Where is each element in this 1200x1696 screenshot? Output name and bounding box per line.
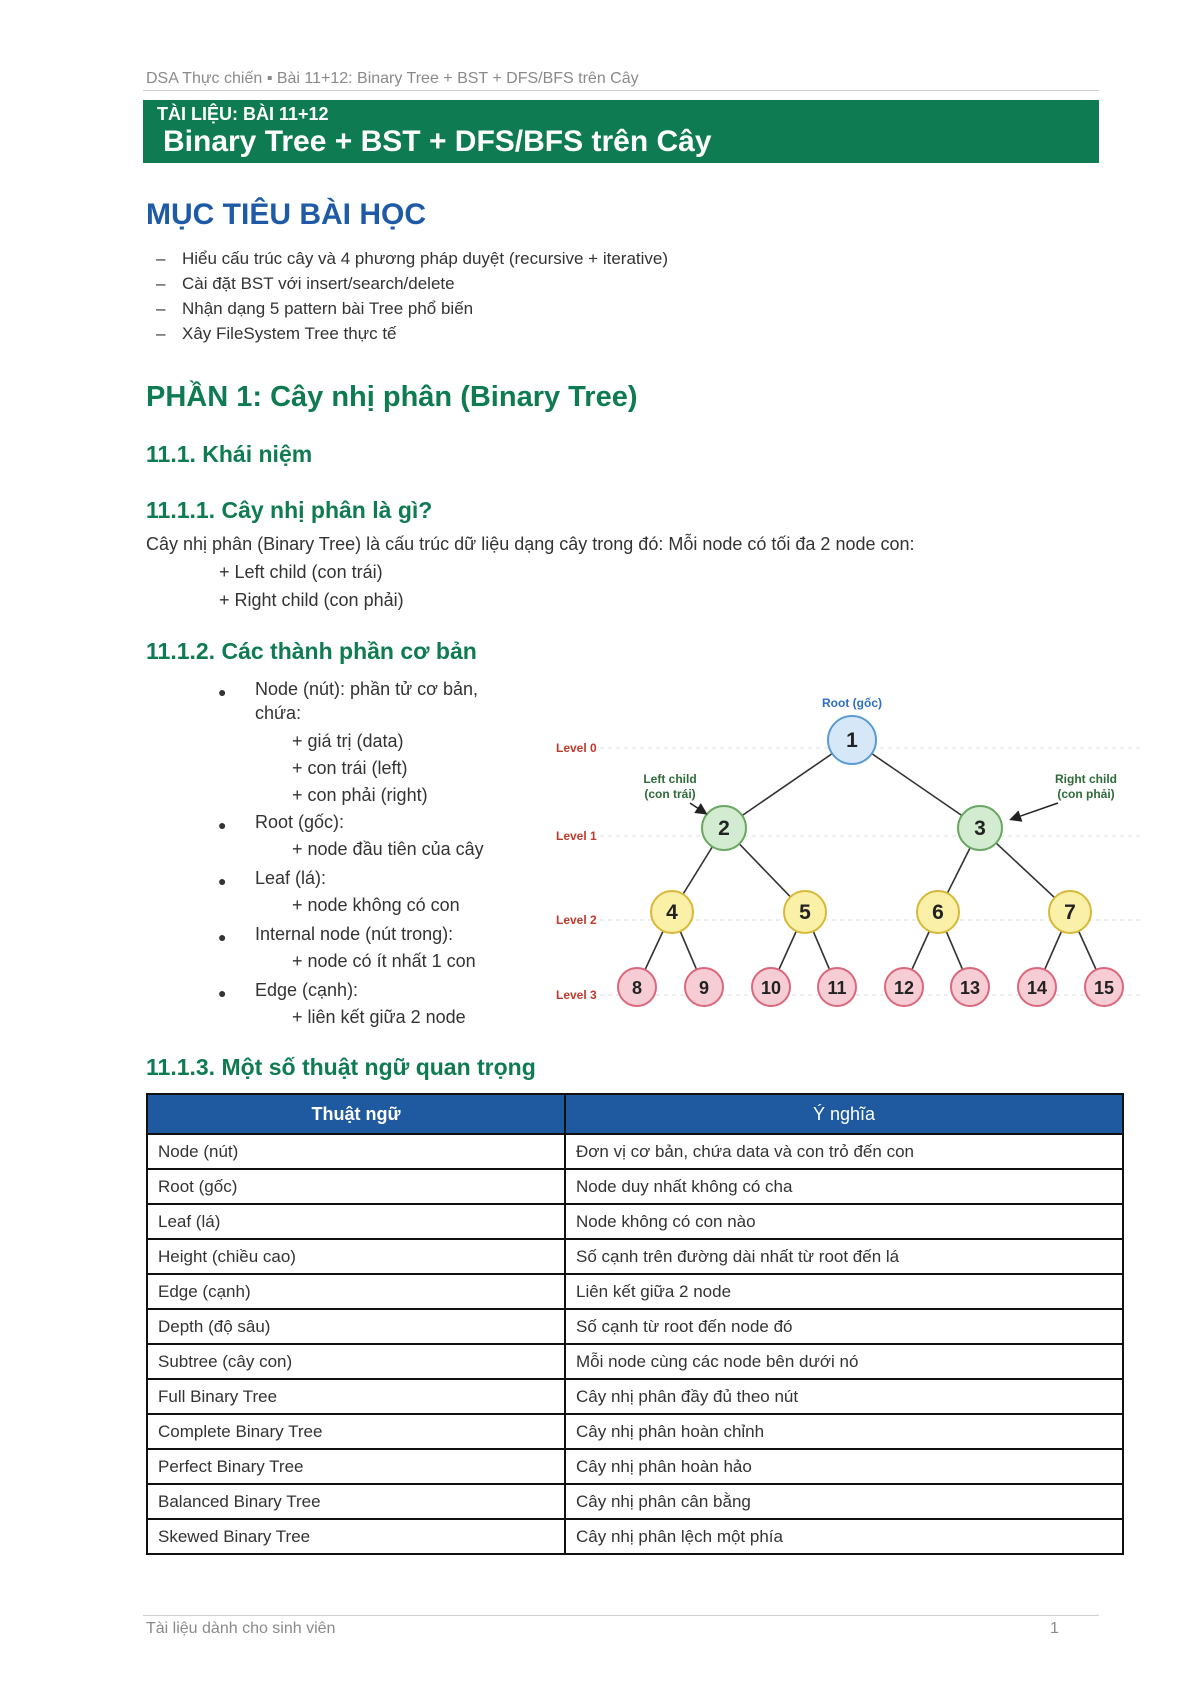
definition-paragraph: Cây nhị phân (Binary Tree) là cấu trúc dữ liệu dạng cây trong đó: Mỗi node có tối đa 2 node con: bbox=[146, 534, 915, 554]
dash: – bbox=[156, 324, 166, 343]
dash: – bbox=[156, 274, 166, 293]
tree-node-value: 3 bbox=[974, 817, 986, 840]
table-row bbox=[147, 1484, 1123, 1519]
tree-node-value: 4 bbox=[666, 901, 678, 924]
component-sub: + giá trị (data) bbox=[292, 731, 404, 751]
title-banner bbox=[143, 100, 1099, 163]
table-row bbox=[147, 1379, 1123, 1414]
dash: – bbox=[156, 299, 166, 318]
meaning-cell: Cây nhị phân đầy đủ theo nút bbox=[565, 1379, 1123, 1414]
component-node: Node (nút): phần tử cơ bản, bbox=[255, 679, 478, 699]
table-row bbox=[147, 1204, 1123, 1239]
objective-text: Hiểu cấu trúc cây và 4 phương pháp duyệt (recursive + iterative) bbox=[182, 249, 669, 268]
section-heading-components: 11.1.2. Các thành phần cơ bản bbox=[146, 638, 477, 664]
term-cell: Perfect Binary Tree bbox=[147, 1449, 565, 1484]
header-divider bbox=[143, 90, 1099, 91]
tree-node-value: 2 bbox=[718, 817, 730, 840]
right-child-label: Right child bbox=[1055, 772, 1117, 786]
left-child-label: Left child bbox=[643, 772, 697, 786]
section-heading-terms: 11.1.3. Một số thuật ngữ quan trọng bbox=[146, 1054, 536, 1080]
level-label: Level 3 bbox=[556, 988, 597, 1002]
banner-title: Binary Tree + BST + DFS/BFS trên Cây bbox=[163, 125, 712, 158]
term-cell: Root (gốc) bbox=[147, 1169, 565, 1204]
term-cell: Node (nút) bbox=[147, 1134, 565, 1169]
binary-tree-diagram bbox=[540, 695, 1140, 1030]
tree-node-value: 6 bbox=[932, 901, 944, 924]
tree-node-value: 15 bbox=[1093, 978, 1115, 998]
footer-text: Tài liệu dành cho sinh viên bbox=[146, 1620, 336, 1637]
meaning-cell: Cây nhị phân lệch một phía bbox=[565, 1519, 1123, 1554]
term-cell: Subtree (cây con) bbox=[147, 1344, 565, 1379]
term-cell: Complete Binary Tree bbox=[147, 1414, 565, 1449]
meaning-cell: Số cạnh từ root đến node đó bbox=[565, 1309, 1123, 1344]
meaning-cell: Node duy nhất không có cha bbox=[565, 1169, 1123, 1204]
term-cell: Edge (cạnh) bbox=[147, 1274, 565, 1309]
bullet: ● bbox=[218, 817, 227, 833]
tree-node-value: 10 bbox=[760, 978, 782, 998]
objective-text: Xây FileSystem Tree thực tế bbox=[182, 324, 397, 343]
level-label: Level 1 bbox=[556, 829, 597, 843]
meaning-cell: Node không có con nào bbox=[565, 1204, 1123, 1239]
component-sub: + node không có con bbox=[292, 895, 460, 915]
tree-node-value: 13 bbox=[959, 978, 981, 998]
meaning-cell: Cây nhị phân hoàn hảo bbox=[565, 1449, 1123, 1484]
meaning-cell: Số cạnh trên đường dài nhất từ root đến lá bbox=[565, 1239, 1123, 1274]
tree-node-value: 8 bbox=[631, 978, 643, 998]
objective-item bbox=[156, 271, 668, 296]
page-number: 1 bbox=[1050, 1620, 1059, 1637]
meaning-cell: Cây nhị phân cân bằng bbox=[565, 1484, 1123, 1519]
footer-divider bbox=[143, 1615, 1099, 1616]
objective-item bbox=[156, 321, 668, 346]
component-sub: + node đầu tiên của cây bbox=[292, 839, 484, 859]
left-child-label: (con trái) bbox=[644, 787, 696, 801]
level-label: Level 2 bbox=[556, 913, 597, 927]
table-row bbox=[147, 1169, 1123, 1204]
component-leaf: Leaf (lá): bbox=[255, 868, 327, 888]
section-heading-what: 11.1.1. Cây nhị phân là gì? bbox=[146, 497, 433, 523]
term-cell: Skewed Binary Tree bbox=[147, 1519, 565, 1554]
right-child-line: + Right child (con phải) bbox=[219, 590, 404, 610]
right-child-label: (con phải) bbox=[1057, 787, 1115, 801]
running-header: DSA Thực chiến ▪ Bài 11+12: Binary Tree + BST + DFS/BFS trên Cây bbox=[146, 70, 639, 87]
tree-node-value: 7 bbox=[1064, 901, 1076, 924]
component-sub: + con phải (right) bbox=[292, 785, 428, 805]
meaning-cell: Cây nhị phân hoàn chỉnh bbox=[565, 1414, 1123, 1449]
right-child-arrow bbox=[1012, 803, 1058, 819]
tree-node-value: 14 bbox=[1026, 978, 1048, 998]
bullet: ● bbox=[218, 985, 227, 1001]
objective-text: Cài đặt BST với insert/search/delete bbox=[182, 274, 455, 293]
left-child-arrow bbox=[690, 803, 705, 813]
term-cell: Balanced Binary Tree bbox=[147, 1484, 565, 1519]
column-header-meaning: Ý nghĩa bbox=[565, 1094, 1123, 1134]
meaning-cell: Mỗi node cùng các node bên dưới nó bbox=[565, 1344, 1123, 1379]
table-header-row bbox=[147, 1094, 1123, 1134]
table-row bbox=[147, 1519, 1123, 1554]
table-row bbox=[147, 1414, 1123, 1449]
table-row bbox=[147, 1309, 1123, 1344]
bullet: ● bbox=[218, 929, 227, 945]
component-internal: Internal node (nút trong): bbox=[255, 924, 454, 944]
component-root: Root (gốc): bbox=[255, 812, 345, 832]
term-cell: Height (chiều cao) bbox=[147, 1239, 565, 1274]
bullet: ● bbox=[218, 684, 227, 700]
table-row bbox=[147, 1344, 1123, 1379]
tree-node-value: 5 bbox=[799, 901, 811, 924]
objective-item bbox=[156, 246, 668, 271]
meaning-cell: Đơn vị cơ bản, chứa data và con trỏ đến con bbox=[565, 1134, 1123, 1169]
level-label: Level 0 bbox=[556, 741, 597, 755]
table-row bbox=[147, 1449, 1123, 1484]
component-edge: Edge (cạnh): bbox=[255, 980, 359, 1000]
banner-label: TÀI LIỆU: BÀI 11+12 bbox=[157, 104, 329, 124]
terms-table bbox=[146, 1093, 1124, 1555]
part-title: PHẦN 1: Cây nhị phân (Binary Tree) bbox=[146, 381, 638, 413]
tree-node-value: 12 bbox=[893, 978, 915, 998]
tree-node-value: 9 bbox=[698, 978, 710, 998]
component-sub: + node có ít nhất 1 con bbox=[292, 951, 476, 971]
dash: – bbox=[156, 249, 166, 268]
root-label: Root (gốc) bbox=[822, 696, 882, 710]
bullet: ● bbox=[218, 873, 227, 889]
objectives-list bbox=[156, 246, 668, 346]
term-cell: Depth (độ sâu) bbox=[147, 1309, 565, 1344]
meaning-cell: Liên kết giữa 2 node bbox=[565, 1274, 1123, 1309]
table-row bbox=[147, 1274, 1123, 1309]
objective-item bbox=[156, 296, 668, 321]
term-cell: Full Binary Tree bbox=[147, 1379, 565, 1414]
term-cell: Leaf (lá) bbox=[147, 1204, 565, 1239]
table-row bbox=[147, 1239, 1123, 1274]
objective-text: Nhận dạng 5 pattern bài Tree phổ biến bbox=[182, 299, 474, 318]
tree-node-value: 1 bbox=[846, 729, 858, 752]
component-node-cont: chứa: bbox=[255, 703, 302, 723]
column-header-term: Thuật ngữ bbox=[147, 1094, 565, 1134]
tree-node-value: 11 bbox=[827, 978, 847, 998]
component-sub: + con trái (left) bbox=[292, 758, 408, 778]
table-row bbox=[147, 1134, 1123, 1169]
section-heading-concept: 11.1. Khái niệm bbox=[146, 441, 313, 467]
left-child-line: + Left child (con trái) bbox=[219, 562, 383, 582]
objectives-title: MỤC TIÊU BÀI HỌC bbox=[146, 198, 426, 231]
component-sub: + liên kết giữa 2 node bbox=[292, 1007, 466, 1027]
